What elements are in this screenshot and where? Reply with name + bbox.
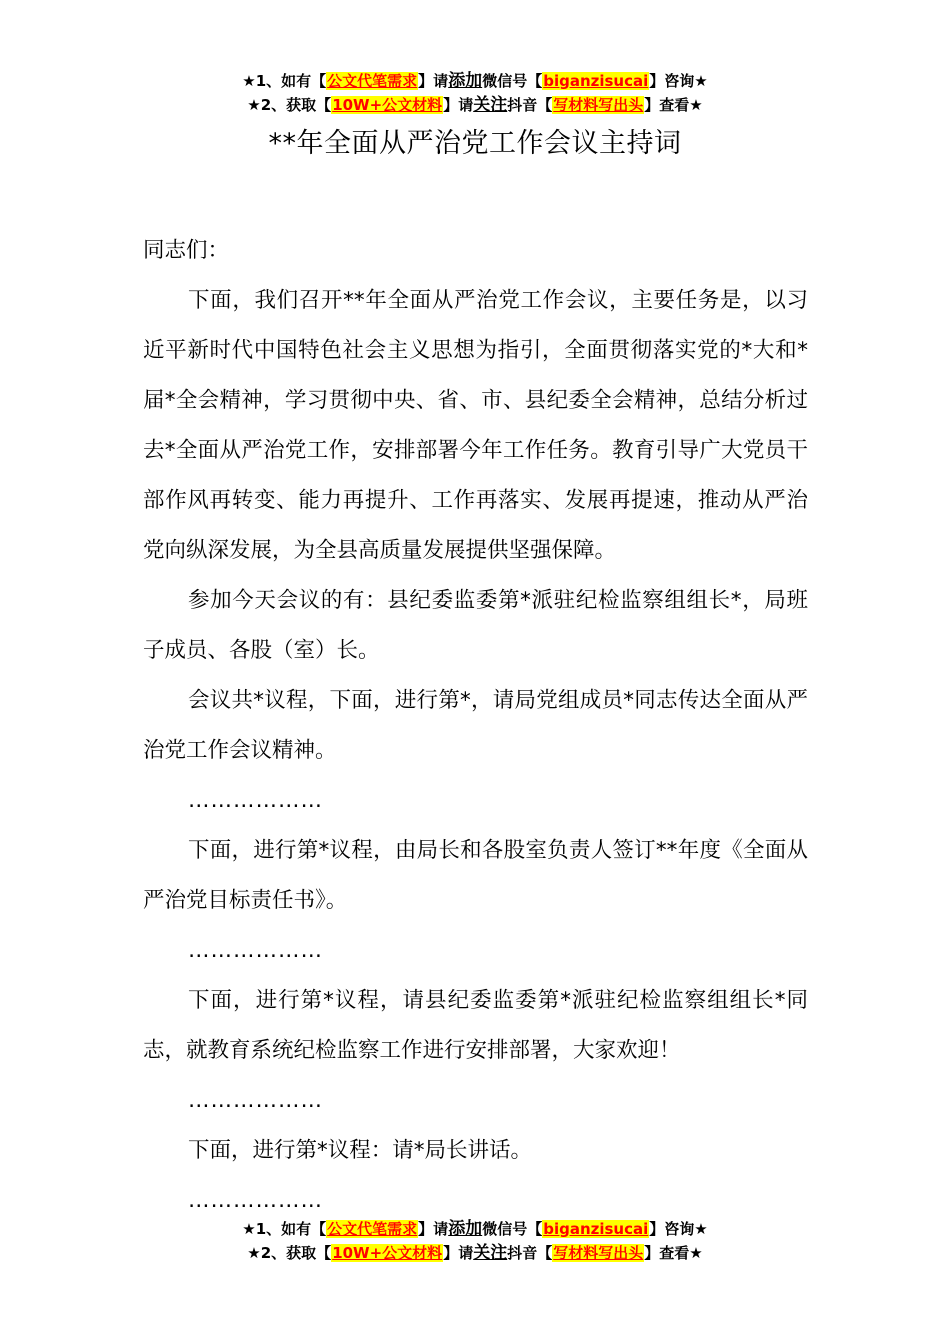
banner-text: 】请 [443, 96, 474, 114]
header-banner [0, 69, 950, 117]
header-banner-line-1 [0, 69, 950, 93]
banner-text: 微信号【 [482, 1220, 543, 1238]
footer-banner [0, 1217, 950, 1265]
banner-emphasis: 关注 [473, 1243, 508, 1263]
banner-text: 抖音【 [507, 1244, 553, 1262]
banner-text: ★1、如有【 [242, 1220, 327, 1238]
banner-text: 】请 [443, 1244, 474, 1262]
greeting: 同志们： [143, 238, 230, 263]
banner-text: 】请 [418, 1220, 449, 1238]
ellipsis-separator: ……………… [188, 788, 323, 813]
banner-text: ★2、获取【 [247, 96, 332, 114]
banner-highlight: 公文代笔需求 [327, 1220, 418, 1238]
banner-highlight: biganzisucai [543, 72, 649, 90]
banner-highlight: 10W+公文材料 [332, 96, 443, 114]
banner-text: 】咨询★ [649, 1220, 708, 1238]
banner-text: ★2、获取【 [247, 1244, 332, 1262]
document-title: **年全面从严治党工作会议主持词 [268, 128, 682, 159]
banner-text: 】咨询★ [649, 72, 708, 90]
footer-banner-line-1 [0, 1217, 950, 1241]
banner-text: 微信号【 [482, 72, 543, 90]
banner-emphasis: 添加 [448, 71, 483, 91]
header-banner-line-2 [0, 93, 950, 117]
banner-emphasis: 关注 [473, 95, 508, 115]
paragraph-attendees: 参加今天会议的有：县纪委监委第*派驻纪检监察组组长*，局班子成员、各股（室）长。 [143, 588, 808, 663]
paragraph-agenda-2: 下面，进行第*议程，由局长和各股室负责人签订**年度《全面从严治党目标责任书》。 [143, 838, 808, 913]
paragraph-agenda-4: 下面，进行第*议程：请*局长讲话。 [188, 1138, 533, 1163]
paragraph-intro: 下面，我们召开**年全面从严治党工作会议，主要任务是，以习近平新时代中国特色社会主义思想为指引，全面贯彻落实党的*大和*届*全会精神，学习贯彻中央、省、市、县纪委全会精神，总结分析过去*全面从严治党工作，安排部署今年工作任务。教育引导广大党员干部作风再转变、能力再提升、工作再落实、发展再提速，推动从严治党向纵深发展，为全县高质量发展提供坚强保障。 [143, 288, 808, 563]
banner-highlight: 写材料写出头 [553, 1244, 644, 1262]
banner-text: 抖音【 [507, 96, 553, 114]
ellipsis-separator: ……………… [188, 938, 323, 963]
banner-text: ★1、如有【 [242, 72, 327, 90]
paragraph-agenda-1: 会议共*议程，下面，进行第*，请局党组成员*同志传达全面从严治党工作会议精神。 [143, 688, 808, 763]
paragraph-agenda-3: 下面，进行第*议程，请县纪委监委第*派驻纪检监察组组长*同志，就教育系统纪检监察工作进行安排部署，大家欢迎！ [143, 988, 808, 1063]
banner-highlight: biganzisucai [543, 1220, 649, 1238]
banner-text: 】查看★ [644, 1244, 703, 1262]
banner-highlight: 写材料写出头 [553, 96, 644, 114]
banner-text: 】查看★ [644, 96, 703, 114]
ellipsis-separator: ……………… [188, 1188, 323, 1213]
banner-emphasis: 添加 [448, 1219, 483, 1239]
footer-banner-line-2 [0, 1241, 950, 1265]
banner-text: 】请 [418, 72, 449, 90]
document-body [143, 226, 808, 1226]
ellipsis-separator: ……………… [188, 1088, 323, 1113]
banner-highlight: 公文代笔需求 [327, 72, 418, 90]
banner-highlight: 10W+公文材料 [332, 1244, 443, 1262]
